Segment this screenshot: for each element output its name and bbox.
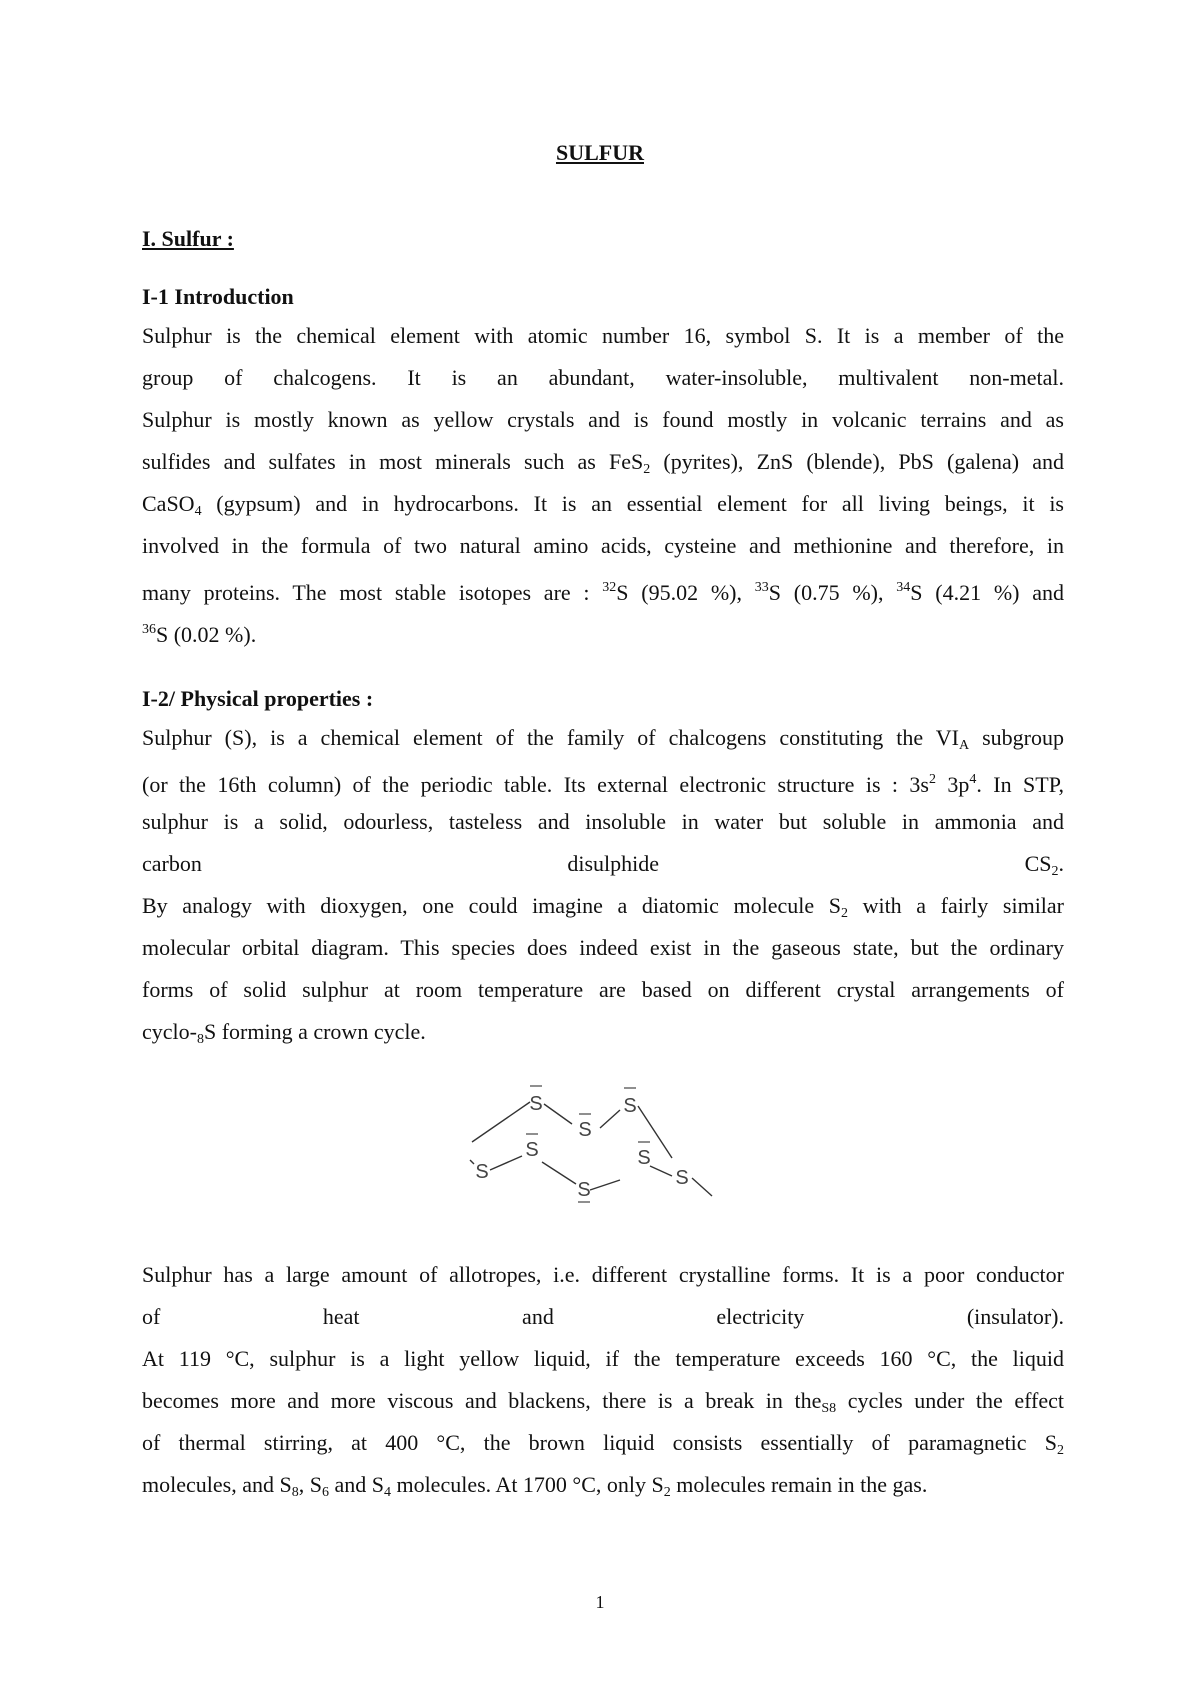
subscript: 4 — [194, 504, 202, 519]
text-line — [142, 801, 1064, 843]
text-segment: carbon disulphide CS — [142, 851, 1052, 876]
text-line — [142, 1011, 1064, 1053]
text-segment: forms of solid sulphur at room temperature are based on different crystal arrangements of — [142, 977, 1064, 1002]
text-line — [142, 1422, 1064, 1464]
text-segment: Sulphur (S), is a chemical element of the family of chalcogens constituting the VI — [142, 725, 959, 750]
text-line — [142, 1296, 1064, 1338]
superscript: 2 — [929, 772, 936, 787]
text-segment: S (0.02 %). — [156, 622, 257, 647]
subscript: 8 — [196, 1032, 204, 1047]
subscript: A — [958, 738, 970, 753]
text-line — [142, 441, 1064, 483]
text-segment: molecular orbital diagram. This species does indeed exist in the gaseous state, but the ordinary — [142, 935, 1064, 960]
superscript: 36 — [142, 622, 156, 637]
text-segment: molecules. At 1700 °C, only S — [390, 1472, 664, 1497]
intro-paragraph — [142, 315, 1064, 651]
text-line — [142, 483, 1064, 525]
text-segment: subgroup — [969, 725, 1065, 750]
text-line — [142, 315, 1064, 357]
text-line — [142, 1464, 1064, 1506]
text-line — [142, 1380, 1064, 1422]
sulfur-atom-label: S — [529, 1093, 543, 1115]
physical-properties-paragraph — [142, 717, 1064, 1053]
superscript: 32 — [602, 580, 617, 595]
text-segment: and S — [328, 1472, 384, 1497]
text-line — [142, 885, 1064, 927]
sulfur-atom-label: S — [637, 1147, 651, 1169]
text-segment: By analogy with dioxygen, one could imagine a diatomic molecule S — [142, 893, 841, 918]
superscript: 34 — [896, 580, 911, 595]
text-segment: S forming a crown cycle. — [203, 1019, 426, 1044]
text-segment: At 119 °C, sulphur is a light yellow liquid, if the temperature exceeds 160 °C, the liquid — [142, 1346, 1064, 1371]
text-segment: 3p — [936, 772, 970, 797]
superscript: 33 — [754, 580, 769, 595]
subscript: 2 — [1051, 864, 1059, 879]
text-segment: of heat and electricity (insulator). — [142, 1304, 1064, 1329]
text-segment: molecules remain in the gas. — [670, 1472, 928, 1497]
text-segment: S (0.75 %), — [768, 580, 897, 605]
text-line — [142, 759, 1064, 801]
text-line — [142, 399, 1064, 441]
subscript: 6 — [321, 1485, 329, 1500]
text-line — [142, 567, 1064, 609]
text-segment: cycles under the effect — [836, 1388, 1064, 1413]
text-segment: . In STP, — [976, 772, 1065, 797]
text-line — [142, 843, 1064, 885]
sulfur-atom-label: S — [577, 1179, 591, 1201]
text-line — [142, 717, 1064, 759]
text-segment: involved in the formula of two natural amino acids, cysteine and methionine and therefore, in — [142, 533, 1064, 558]
subscript: S8 — [821, 1401, 837, 1416]
section-heading: I. Sulfur : — [142, 226, 234, 251]
cyclo-s8-crown-diagram — [460, 1080, 720, 1210]
subscript: 2 — [643, 462, 651, 477]
subscript: 4 — [383, 1485, 391, 1500]
sulfur-atom-label: S — [475, 1161, 489, 1183]
text-line — [142, 525, 1064, 567]
superscript: 4 — [969, 772, 977, 787]
subscript: 2 — [1057, 1443, 1064, 1458]
text-segment: becomes more and more viscous and blackens, there is a break in the — [142, 1388, 822, 1413]
sulfur-atom-label: S — [578, 1119, 592, 1141]
subscript: 2 — [840, 906, 848, 921]
text-segment: with a fairly similar — [847, 893, 1065, 918]
sulfur-atom-label: S — [623, 1095, 637, 1117]
physical-properties-heading: I-2/ Physical properties : — [142, 686, 374, 711]
text-line — [142, 969, 1064, 1011]
text-line — [142, 1254, 1064, 1296]
subscript: 8 — [291, 1485, 299, 1500]
text-segment: S (95.02 %), — [616, 580, 755, 605]
text-segment: (pyrites), ZnS (blende), PbS (galena) and — [650, 449, 1064, 474]
text-line — [142, 357, 1064, 399]
text-line — [142, 609, 1064, 651]
text-line — [142, 927, 1064, 969]
text-segment: group of chalcogens. It is an abundant, water-insoluble, multivalent non-metal. — [142, 365, 1064, 390]
text-segment: S (4.21 %) and — [910, 580, 1064, 605]
text-segment: sulfides and sulfates in most minerals such as FeS — [142, 449, 644, 474]
allotropes-paragraph — [142, 1254, 1064, 1506]
text-segment: Sulphur is mostly known as yellow crystals and is found mostly in volcanic terrains and as — [142, 407, 1064, 432]
sulfur-atom-label: S — [525, 1139, 539, 1161]
text-line — [142, 1338, 1064, 1380]
text-segment: . — [1058, 851, 1064, 876]
text-segment: sulphur is a solid, odourless, tasteless and insoluble in water but soluble in ammonia and — [142, 809, 1064, 834]
sulfur-atom-label: S — [675, 1167, 689, 1189]
text-segment: (gypsum) and in hydrocarbons. It is an essential element for all living beings, it is — [201, 491, 1064, 516]
text-segment: of thermal stirring, at 400 °C, the brown liquid consists essentially of paramagnetic S — [142, 1430, 1057, 1455]
text-segment: molecules, and S — [142, 1472, 292, 1497]
text-segment: (or the 16th column) of the periodic table. Its external electronic structure is : 3s — [142, 772, 929, 797]
subscript: 2 — [663, 1485, 671, 1500]
intro-heading: I-1 Introduction — [142, 284, 294, 309]
page-number: 1 — [595, 1592, 605, 1612]
text-segment: Sulphur has a large amount of allotropes, i.e. different crystalline forms. It is a poor conductor — [142, 1262, 1064, 1287]
text-segment: , S — [298, 1472, 322, 1497]
text-segment: many proteins. The most stable isotopes are : — [142, 580, 603, 605]
text-segment: CaSO — [142, 491, 195, 516]
text-segment: cyclo- — [142, 1019, 197, 1044]
text-segment: Sulphur is the chemical element with atomic number 16, symbol S. It is a member of the — [142, 323, 1064, 348]
page-title: SULFUR — [555, 140, 644, 165]
